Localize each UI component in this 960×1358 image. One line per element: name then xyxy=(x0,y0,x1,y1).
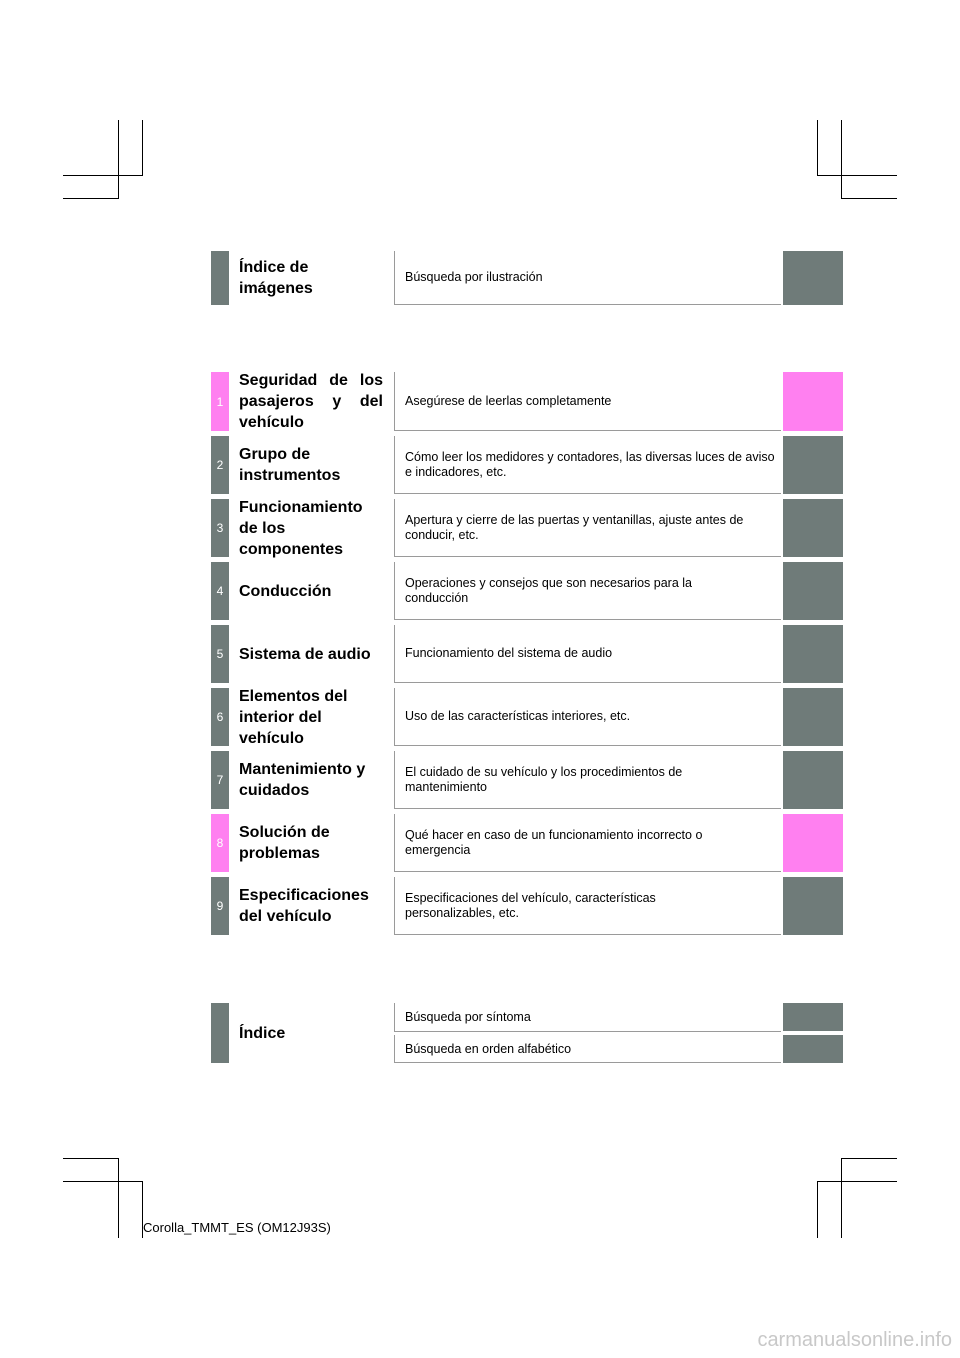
chapter-title: Elementos del interior del vehículo xyxy=(239,687,348,747)
chapter-description: Apertura y cierre de las puertas y ventanillas, ajuste antes de conducir, etc. xyxy=(394,499,781,557)
chapter-description: Operaciones y consejos que son necesarios para la conducción xyxy=(394,562,781,620)
chapter-row-2[interactable] xyxy=(211,436,843,494)
index-symptom-thumb-tab xyxy=(783,1003,843,1031)
chapter-row-9[interactable] xyxy=(211,877,843,935)
chapter-title: Funcionamiento de los componentes xyxy=(239,498,363,558)
footer-document-code: Corolla_TMMT_ES (OM12J93S) xyxy=(143,1220,331,1235)
picture-index-tab xyxy=(211,251,229,305)
chapter-description: Asegúrese de leerlas completamente xyxy=(394,372,781,431)
chapter-title: Grupo de instrumentos xyxy=(239,446,341,484)
chapter-row-5[interactable] xyxy=(211,625,843,683)
chapter-number-tab: 5 xyxy=(211,625,229,683)
picture-index-row[interactable] xyxy=(211,251,843,305)
index-alphabetical-search[interactable]: Búsqueda en orden alfabético xyxy=(394,1035,781,1063)
index-tab xyxy=(211,1003,229,1063)
chapter-title: Especificaciones del vehículo xyxy=(239,887,369,925)
chapter-number-tab: 3 xyxy=(211,499,229,557)
chapter-thumb-tab xyxy=(783,372,843,431)
chapter-row-4[interactable] xyxy=(211,562,843,620)
index-symptom-search[interactable]: Búsqueda por síntoma xyxy=(394,1003,781,1032)
chapter-description: Cómo leer los medidores y contadores, las diversas luces de aviso e indicadores, etc. xyxy=(394,436,781,494)
chapter-title: Sistema de audio xyxy=(239,645,371,663)
chapter-description: Funcionamiento del sistema de audio xyxy=(394,625,781,683)
picture-index-description: Búsqueda por ilustración xyxy=(394,251,781,305)
chapter-row-1[interactable] xyxy=(211,372,843,431)
chapter-number-tab: 9 xyxy=(211,877,229,935)
chapter-title: Mantenimiento y cuidados xyxy=(239,761,366,799)
index-alphabetical-thumb-tab xyxy=(783,1035,843,1063)
chapter-row-6[interactable] xyxy=(211,688,843,746)
chapter-row-7[interactable] xyxy=(211,751,843,809)
chapter-number-tab: 7 xyxy=(211,751,229,809)
chapter-title: Conducción xyxy=(239,582,332,600)
picture-index-title: Índice de imágenes xyxy=(239,259,313,297)
watermark: carmanualsonline.info xyxy=(757,1329,952,1351)
chapter-row-3[interactable] xyxy=(211,499,843,557)
picture-index-thumb-tab xyxy=(783,251,843,305)
chapter-number-tab: 4 xyxy=(211,562,229,620)
chapter-thumb-tab xyxy=(783,688,843,746)
chapter-number-tab: 1 xyxy=(211,372,229,431)
chapter-number-tab: 2 xyxy=(211,436,229,494)
chapter-title: Solución de problemas xyxy=(239,824,330,862)
chapter-description: Qué hacer en caso de un funcionamiento incorrecto o emergencia xyxy=(394,814,781,872)
chapter-description: El cuidado de su vehículo y los procedimientos de mantenimiento xyxy=(394,751,781,809)
chapter-number-tab: 6 xyxy=(211,688,229,746)
chapter-number-tab: 8 xyxy=(211,814,229,872)
chapter-description: Uso de las características interiores, etc. xyxy=(394,688,781,746)
chapter-thumb-tab xyxy=(783,814,843,872)
chapter-thumb-tab xyxy=(783,751,843,809)
chapter-title: Seguridad de los pasajeros y del vehículo xyxy=(239,372,383,431)
chapter-thumb-tab xyxy=(783,436,843,494)
index-title: Índice xyxy=(239,1024,286,1042)
chapter-row-8[interactable] xyxy=(211,814,843,872)
chapter-thumb-tab xyxy=(783,877,843,935)
chapter-thumb-tab xyxy=(783,625,843,683)
chapter-thumb-tab xyxy=(783,562,843,620)
index-row[interactable] xyxy=(211,1003,843,1063)
chapter-description: Especificaciones del vehículo, características personalizables, etc. xyxy=(394,877,781,935)
chapter-thumb-tab xyxy=(783,499,843,557)
